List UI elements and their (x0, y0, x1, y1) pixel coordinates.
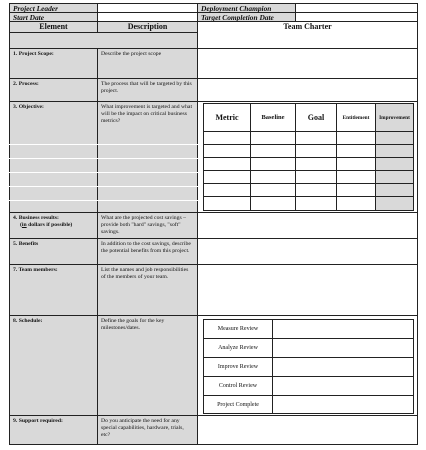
goal-cell[interactable] (295, 144, 337, 158)
baseline-cell[interactable] (250, 144, 296, 158)
entitlement-cell[interactable] (336, 131, 376, 145)
row-label-business-results (9, 212, 98, 239)
target-completion-date-label: Target Completion Date (197, 12, 296, 22)
row-label-project-scope: 1. Project Scope: (9, 48, 98, 79)
objective-label-lines (9, 131, 198, 213)
support-required-field[interactable] (197, 415, 418, 445)
milestone-label: Project Complete (203, 395, 273, 414)
milestone-label: Measure Review (203, 319, 273, 339)
row-desc-team-members: List the names and job responsibilities of the members of your team. (97, 264, 198, 316)
metrics-row (203, 196, 414, 211)
metric-cell[interactable] (203, 196, 251, 211)
team-charter-form (9, 3, 418, 445)
milestone-label: Improve Review (203, 357, 273, 377)
business-results-sublabel: (in dollars if possible) (20, 222, 73, 228)
metric-cell[interactable] (203, 183, 251, 197)
description-column-header: Description (97, 21, 198, 33)
row-desc-process: The process that will be targeted by this project. (97, 78, 198, 102)
metric-cell[interactable] (203, 131, 251, 145)
milestone-label: Analyze Review (203, 338, 273, 358)
entitlement-cell[interactable] (336, 144, 376, 158)
improvement-cell[interactable] (375, 131, 414, 145)
metrics-row (203, 157, 414, 171)
milestone-date-field[interactable] (272, 319, 414, 339)
row-desc-project-scope: Describe the project scope (97, 48, 198, 79)
metric-cell[interactable] (203, 170, 251, 184)
row-label-process: 2. Process: (9, 78, 98, 102)
improvement-header: Improvement (375, 103, 414, 132)
improvement-cell[interactable] (375, 170, 414, 184)
improvement-cell[interactable] (375, 183, 414, 197)
baseline-cell[interactable] (250, 183, 296, 197)
baseline-header: Baseline (250, 103, 296, 132)
milestone-date-field[interactable] (272, 395, 414, 414)
milestone-date-field[interactable] (272, 338, 414, 358)
goal-cell[interactable] (295, 170, 337, 184)
goal-cell[interactable] (295, 157, 337, 171)
metric-cell[interactable] (203, 157, 251, 171)
goal-cell[interactable] (295, 183, 337, 197)
baseline-cell[interactable] (250, 157, 296, 171)
benefits-field[interactable] (197, 238, 418, 265)
metric-cell[interactable] (203, 144, 251, 158)
improvement-cell[interactable] (375, 196, 414, 211)
baseline-cell[interactable] (250, 131, 296, 145)
row-label-objective: 3. Objective: (9, 101, 98, 213)
milestone-label: Control Review (203, 376, 273, 396)
team-charter-column-header: Team Charter (197, 21, 418, 49)
element-column-header: Element (9, 21, 98, 33)
row-desc-objective: What improvement is targeted and what will be the impact on critical business metrics? (97, 101, 198, 213)
row-label-benefits: 5. Benefits (9, 238, 98, 265)
row-desc-business-results: What are the projected cost savings – provide both "hard" savings, "soft" savings. (97, 212, 198, 239)
row-desc-benefits: In addition to the cost savings, describe the potential benefits from this project. (97, 238, 198, 265)
baseline-cell[interactable] (250, 196, 296, 211)
project-scope-field[interactable] (197, 48, 418, 79)
deployment-champion-label: Deployment Champion (197, 3, 296, 13)
entitlement-cell[interactable] (336, 157, 376, 171)
start-date-label: Start Date (9, 12, 98, 22)
entitlement-cell[interactable] (336, 196, 376, 211)
row-label-support-required: 9. Support required: (9, 415, 98, 445)
metric-header: Metric (203, 103, 251, 132)
improvement-cell[interactable] (375, 157, 414, 171)
metrics-row (203, 170, 414, 184)
header-spacer (9, 32, 198, 49)
entitlement-cell[interactable] (336, 183, 376, 197)
row-label-schedule: 8. Schedule: (9, 315, 98, 416)
baseline-cell[interactable] (250, 170, 296, 184)
business-results-field[interactable] (197, 212, 418, 239)
schedule-table (203, 319, 414, 414)
goal-header: Goal (295, 103, 337, 132)
row-label-team-members: 7. Team members: (9, 264, 98, 316)
milestone-date-field[interactable] (272, 376, 414, 396)
goal-cell[interactable] (295, 196, 337, 211)
process-field[interactable] (197, 78, 418, 102)
row-desc-schedule: Define the goals for the key milestones/dates. (97, 315, 198, 416)
goal-cell[interactable] (295, 131, 337, 145)
entitlement-header: Entitlement (336, 103, 376, 132)
entitlement-cell[interactable] (336, 170, 376, 184)
metrics-row (203, 183, 414, 197)
business-results-label: 4. Business results: (13, 215, 59, 221)
row-desc-support-required: Do you anticipate the need for any special capabilities, hardware, trials, etc? (97, 415, 198, 445)
milestone-date-field[interactable] (272, 357, 414, 377)
team-members-field[interactable] (197, 264, 418, 316)
metrics-row (203, 144, 414, 158)
improvement-cell[interactable] (375, 144, 414, 158)
metrics-table (203, 103, 414, 211)
project-leader-label: Project Leader (9, 3, 98, 13)
metrics-row (203, 131, 414, 145)
